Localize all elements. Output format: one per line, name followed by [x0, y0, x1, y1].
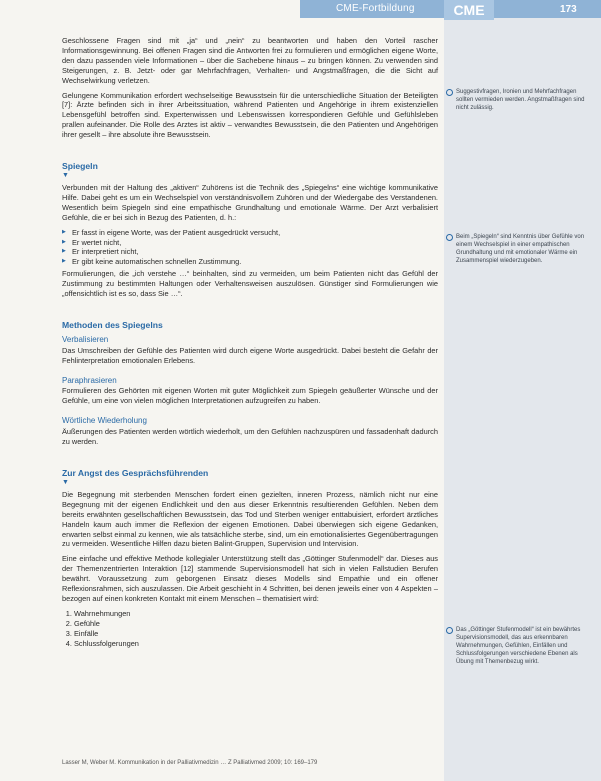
- intro-paragraph-2: Gelungene Kommunikation erfordert wechselseitige Bewusstsein für die unterschiedliche Situation der Beteiligten [7]: Ärzte befinden sich in ihrer Arbeitssituation, während Patienten und Angehörige in ihrem existenziellen Lebensgefühl betroffen sind. Expertenwissen und Lebenswissen korrespondieren Gefühle und Gefühlsleben prallen aufeinander. Die Rolle des Arztes ist aktiv – verwandtes Bewusstsein, die den Patienten und Angehörigen ihrer gesellt – ihre absolute ihre Bewusstsein.: [62, 90, 438, 140]
- list-item: ▶ Er gibt keine automatischen schnellen Zustimmung.: [62, 257, 438, 267]
- section-heading-methoden: Methoden des Spiegelns: [62, 319, 163, 330]
- note-bullet-icon: [446, 234, 453, 241]
- list-item: 4. Schlussfolgerungen: [74, 639, 438, 649]
- subheading-paraphrasieren: Paraphrasieren: [62, 375, 117, 385]
- spiegeln-outro: Formulierungen, die „ich verstehe …“ beinhalten, sind zu vermeiden, um beim Patienten nicht das Gefühl der Zustimmung zu bestimmten Haltungen oder Verhaltensweisen auszulösen. Günstiger sind Formulierungen wie „offensichtlich ist es so, dass Sie …“.: [62, 269, 438, 299]
- woertliche-wiederholung-text: Äußerungen des Patienten werden wörtlich wiederholt, um den Gefühlen nachzuspüren und fassadenhaft dadurch zu werden.: [62, 427, 438, 447]
- margin-note-1: [456, 88, 588, 112]
- spiegeln-intro: Verbunden mit der Haltung des „aktiven“ Zuhörens ist die Technik des „Spiegelns“ eine wichtige kommunikative Hilfe. Dabei geht es um ein Wechselspiel von verständnisvollem Zuhören und der Wiedergabe des Verstandenen. Wesentlich beim Spiegeln sind eine empathische Grundhaltung und emotionale Wärme. Der Arzt verbalisiert Gefühle, die er bei sich in Bezug des Patienten, d. h.:: [62, 182, 438, 222]
- margin-note-text: Suggestivfragen, Ironien und Mehrfachfragen sollten vermieden werden. Angstmaßfragen sind nicht zulässig.: [456, 89, 585, 111]
- page-number: 173: [560, 4, 577, 15]
- margin-note-text: Das „Göttinger Stufenmodell“ ist ein bewährtes Supervisionsmodell, das aus erkennbaren Wahrnehmungen, Gefühlen, Einfällen und Schlussfolgerungen verschiedene Ebenen als Übung mit Themenbezug wirkt.: [456, 627, 581, 665]
- section-arrow-icon: ▼: [62, 478, 69, 486]
- list-item: 2. Gefühle: [74, 619, 438, 629]
- margin-note-3: [456, 626, 588, 666]
- angst-paragraph-2: Eine einfache und effektive Methode kollegialer Unterstützung stellt das „Göttinger Stufenmodell“ dar. Dieses aus der Themenzentrierten Interaktion [12] stammende Supervisionsmodell hat sich in vielen Fallstudien Berufen bewährt. Voraussetzung zum geborgenen Einsatz dieses Modells sind Empathie und ein offener Reflexionsrahmen, sich auszulassen. Die Arbeit geschieht in 4 Schritten, bei denen jeweils einer von 4 Aspekten – bezogen auf einen konkreten Kontakt mit einem Menschen – thematisiert wird:: [62, 554, 438, 603]
- paraphrasieren-text: Formulieren des Gehörten mit eigenen Worten mit guter Möglichkeit zum Spiegeln geäußerter Wünsche und der Gefühle, um eine von vielen möglichen Interpretationen aufzugreifen zu haben.: [62, 386, 438, 406]
- spiegeln-bullet-list: [62, 228, 438, 268]
- intro-paragraph-1: Geschlossene Fragen sind mit „ja“ und „nein“ zu beantworten und haben den Vorteil rascher Informationsgewinnung. Bei offenen Fragen sind die Antworten frei zu formulieren und ermöglichen eigene Worte, den dazu passenden viele Informationen – über die Sachebene hinaus – zu bringen können. Zu verwenden sind Steigerungen, z. B. Jetzt- oder gar Mehrfachfragen, Verhalten- und Angstmaßfragen, die die Sicht auf Wechselwirkung verletzen.: [62, 36, 438, 85]
- note-bullet-icon: [446, 627, 453, 634]
- list-item: 3. Einfälle: [74, 629, 438, 639]
- list-item: 1. Wahrnehmungen: [74, 609, 438, 619]
- margin-note-2: [456, 233, 588, 265]
- angst-paragraph-1: Die Begegnung mit sterbenden Menschen fordert einen gezielten, inneren Prozess, nämlich nicht nur eine Begegnung mit der eigenen Endlichkeit und den aus dieser Erkenntnis resultierenden Gefühlen. Neben dem bereits erwähnten gesellschaftlichen Bewusstsein, das Tod und Sterben weniger enttabuisiert, erfordert ärztliches Handeln kaum auch immer die Reflexion der eigenen Emotionen. Dabei überwiegen sich eigene Gedanken, erwarten selbst einmal zu kennen, wie als tatsächliche sterbe, sind, um ein emotionalisiertes Gegenübertragungen zu vermeiden. Wesentliche Hilfen dazu bieten Balint-Gruppen, Supervision und Intervision.: [62, 489, 438, 549]
- list-item: ▶ Er interpretiert nicht,: [62, 247, 438, 257]
- section-heading-spiegeln: Spiegeln: [62, 161, 98, 172]
- list-item: ▶ Er wertet nicht,: [62, 238, 438, 248]
- margin-note-text: Beim „Spiegeln“ sind Kenntnis über Gefühle von einem Wechselspiel in einer empathischen Grundhaltung und mit emotionaler Wärme ein Zusammenspiel wiederzugeben.: [456, 234, 585, 264]
- note-bullet-icon: [446, 89, 453, 96]
- stufenmodell-steps: [62, 609, 438, 649]
- list-item: ▶ Er fasst in eigene Worte, was der Patient ausgedrückt versucht,: [62, 228, 438, 238]
- header-section-label: CME-Fortbildung: [336, 3, 415, 14]
- verbalisieren-text: Das Umschreiben der Gefühle des Patienten wird durch eigene Worte ausgedrückt. Dabei besteht die Gefahr der Fehlinterpretation emotionalen Erlebens.: [62, 345, 438, 365]
- subheading-woertliche-wiederholung: Wörtliche Wiederholung: [62, 416, 147, 426]
- page-footer-citation: Lasser M, Weber M. Kommunikation in der Palliativmedizin … Z Palliativmed 2009; 10: 169–179: [62, 760, 318, 766]
- cme-logo: CME: [444, 0, 494, 20]
- section-arrow-icon: ▼: [62, 171, 69, 179]
- section-heading-angst: Zur Angst des Gesprächsführenden: [62, 468, 209, 478]
- subheading-verbalisieren: Verbalisieren: [62, 334, 109, 344]
- main-text-column: [62, 36, 438, 649]
